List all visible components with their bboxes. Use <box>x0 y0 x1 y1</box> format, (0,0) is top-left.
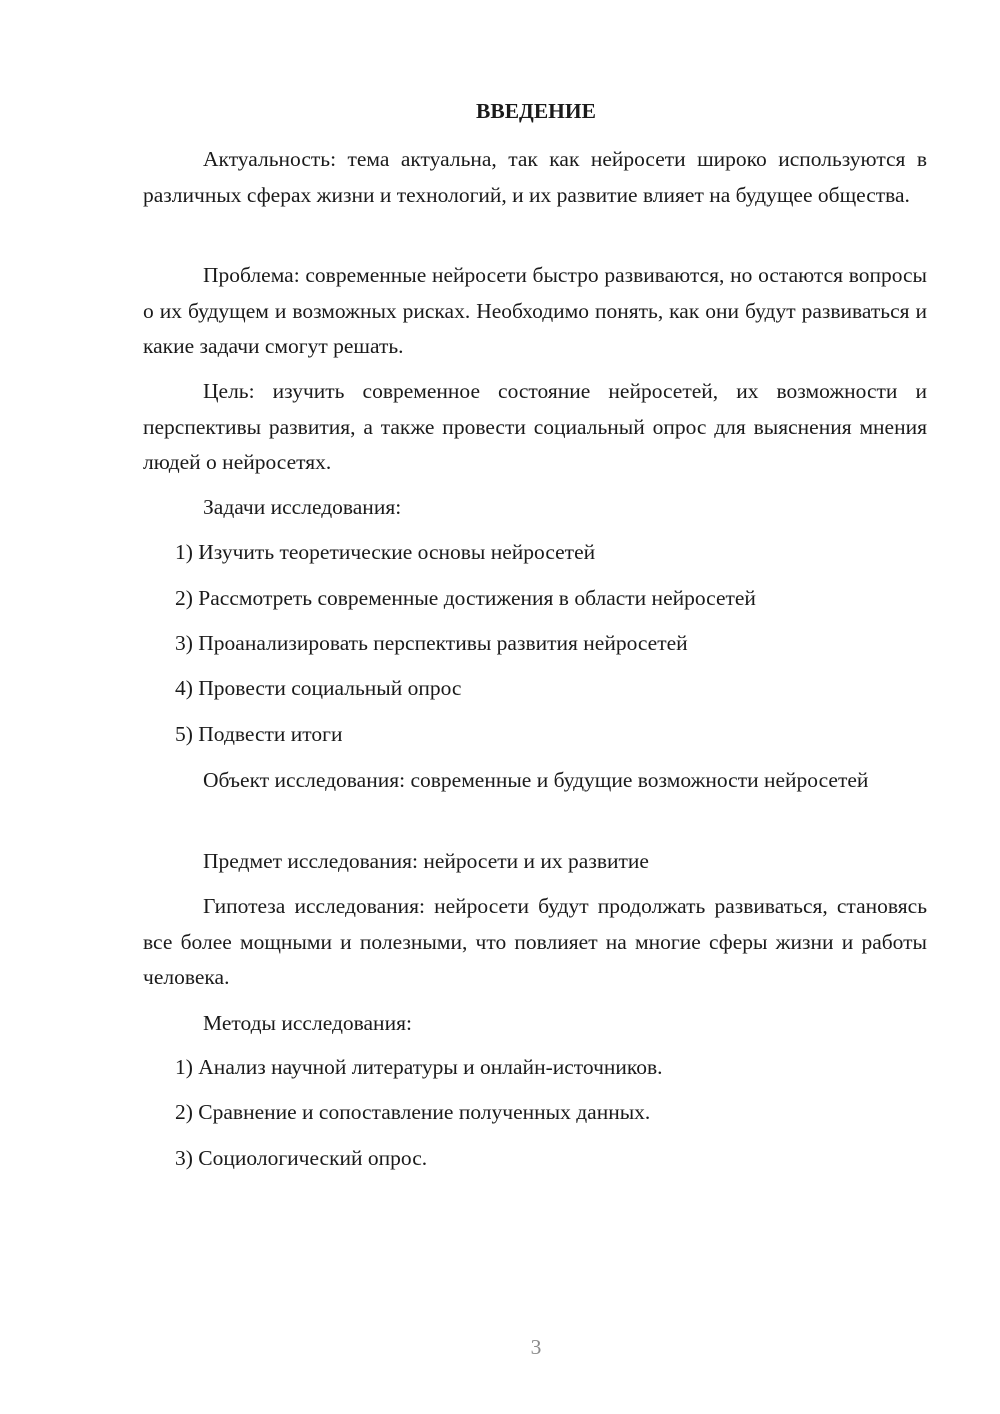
tasks-label: Задачи исследования: <box>203 495 402 519</box>
object-block <box>143 763 927 799</box>
task-item: 3) Проанализировать перспективы развития нейросетей <box>175 631 688 655</box>
goal-paragraph: Цель: изучить современное состояние нейросетей, их возможности и перспективы развития, а также провести социальный опрос для выяснения мнения людей о нейросетях. <box>143 379 927 474</box>
method-item: 2) Сравнение и сопоставление полученных данных. <box>175 1100 651 1124</box>
goal-block <box>143 374 927 481</box>
method-item: 3) Социологический опрос. <box>175 1146 428 1170</box>
object-paragraph: Объект исследования: современные и будущие возможности нейросетей <box>203 768 869 792</box>
task-item: 5) Подвести итоги <box>175 722 343 746</box>
hypothesis-block <box>143 889 927 996</box>
tasks-label-block <box>143 490 927 526</box>
methods-label-block <box>143 1006 927 1042</box>
problem-paragraph: Проблема: современные нейросети быстро развиваются, но остаются вопросы о их будущем и возможных рисках. Необходимо понять, как они будут развиваться и какие задачи смогут решать. <box>143 263 927 358</box>
relevance-paragraph: Актуальность: тема актуальна, так как нейросети широко используются в различных сферах жизни и технологий, и их развитие влияет на будущее общества. <box>143 147 927 207</box>
task-item: 1) Изучить теоретические основы нейросетей <box>175 540 596 564</box>
subject-block <box>143 844 927 880</box>
page-number: 3 <box>530 1335 542 1359</box>
methods-label: Методы исследования: <box>203 1011 412 1035</box>
hypothesis-paragraph: Гипотеза исследования: нейросети будут продолжать развиваться, становясь все более мощными и полезными, что повлияет на многие сферы жизни и работы человека. <box>143 894 927 989</box>
section-heading: ВВЕДЕНИЕ <box>476 99 596 123</box>
subject-paragraph: Предмет исследования: нейросети и их развитие <box>203 849 649 873</box>
problem-block <box>143 258 927 365</box>
task-item: 2) Рассмотреть современные достижения в области нейросетей <box>175 586 756 610</box>
task-item: 4) Провести социальный опрос <box>175 676 462 700</box>
relevance-block <box>143 142 927 213</box>
method-item: 1) Анализ научной литературы и онлайн-источников. <box>175 1055 663 1079</box>
